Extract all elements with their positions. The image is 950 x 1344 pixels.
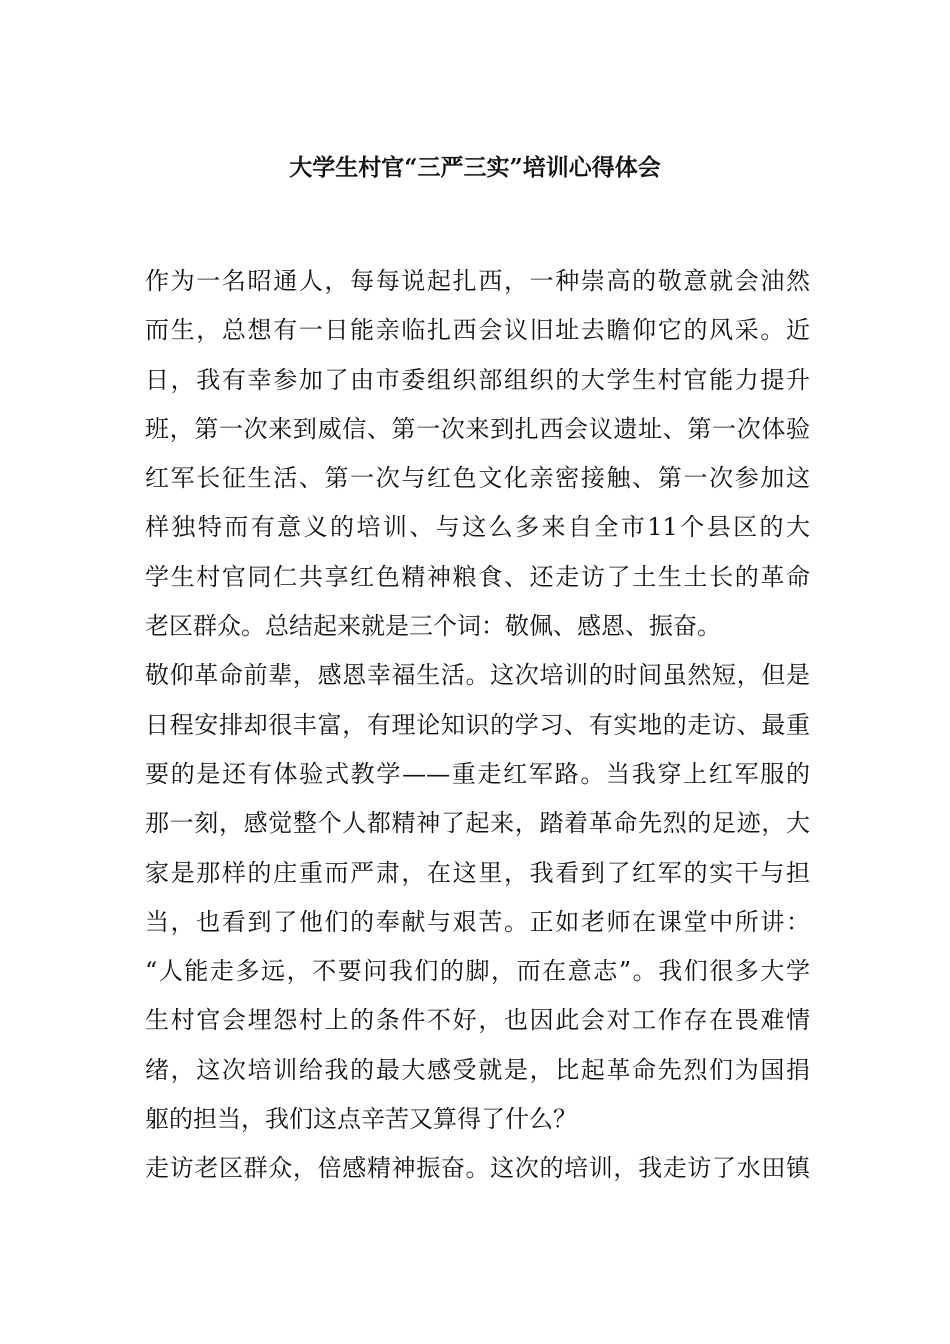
text-line: 那一刻，感觉整个人都精神了起来，踏着革命先烈的足迹，大: [145, 809, 810, 838]
paragraph-3: [145, 1144, 810, 1193]
text-line: “人能走多远，不要问我们的脚，而在意志”。我们很多大学: [145, 957, 810, 986]
text-line: 作为一名昭通人，每每说起扎西，一种崇高的敬意就会油然: [145, 267, 810, 295]
text-line: 学生村官同仁共享红色精神粮食、还走访了土生土长的革命: [145, 562, 810, 591]
text-line: 家是那样的庄重而严肃，在这里，我看到了红军的实干与担: [145, 858, 810, 887]
text-line: 样独特而有意义的培训、与这么多来自全市11个县区的大: [145, 513, 810, 542]
text-line: 躯的担当，我们这点辛苦又算得了什么？: [145, 1105, 577, 1134]
text-line: 日，我有幸参加了由市委组织部组织的大学生村官能力提升: [145, 365, 810, 394]
paragraph-2: [145, 651, 810, 1144]
text-line: 老区群众。总结起来就是三个词：敬佩、感恩、振奋。: [145, 612, 721, 641]
text-line: 红军长征生活、第一次与红色文化亲密接触、第一次参加这: [145, 464, 810, 493]
document-body: [145, 257, 810, 1194]
paragraph-1: [145, 257, 810, 651]
text-line: 班，第一次来到威信、第一次来到扎西会议遗址、第一次体验: [145, 414, 810, 443]
document-title: 大学生村官“三严三实”培训心得体会: [289, 154, 661, 181]
text-line: 敬仰革命前辈，感恩幸福生活。这次培训的时间虽然短，但是: [145, 661, 810, 690]
text-line: 日程安排却很丰富，有理论知识的学习、有实地的走访、最重: [145, 710, 810, 739]
text-line: 而生，总想有一日能亲临扎西会议旧址去瞻仰它的风采。近: [145, 316, 810, 345]
text-line: 绪，这次培训给我的最大感受就是，比起革命先烈们为国捐: [145, 1055, 810, 1084]
text-line: 走访老区群众，倍感精神振奋。这次的培训，我走访了水田镇: [145, 1154, 810, 1183]
text-line: 当，也看到了他们的奉献与艰苦。正如老师在课堂中所讲：: [145, 907, 810, 936]
text-line: 生村官会埋怨村上的条件不好，也因此会对工作存在畏难情: [145, 1006, 810, 1035]
text-line: 要的是还有体验式教学——重走红军路。当我穿上红军服的: [145, 759, 810, 788]
